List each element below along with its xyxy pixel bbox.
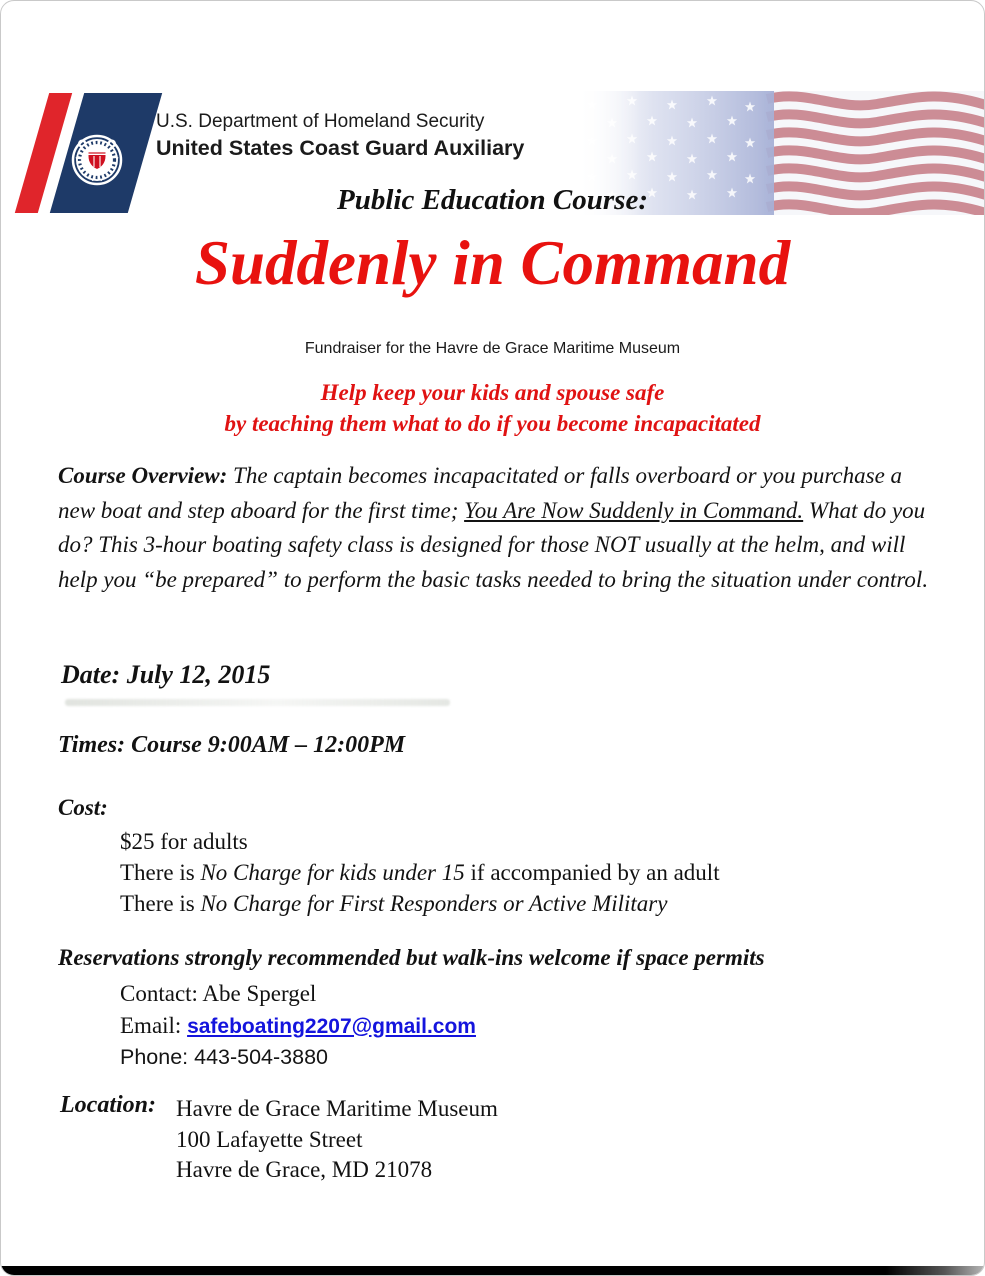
dept-line: U.S. Department of Homeland Security bbox=[156, 111, 485, 132]
email-link[interactable]: safeboating2207@gmail.com bbox=[187, 1014, 476, 1038]
overview-label: Course Overview: bbox=[58, 463, 228, 488]
tagline-line1: Help keep your kids and spouse safe bbox=[320, 380, 665, 405]
email-line bbox=[120, 1010, 476, 1043]
overview-text-before: The captain becomes incapacitated or falls overboard or you purchase a new boat and step aboard for the first time; bbox=[58, 463, 903, 523]
location-line3: Havre de Grace, MD 21078 bbox=[176, 1157, 433, 1182]
location-line2: 100 Lafayette Street bbox=[176, 1126, 363, 1152]
course-type-label: Public Education Course: bbox=[337, 184, 648, 216]
location-line1: Havre de Grace Maritime Museum bbox=[176, 1096, 498, 1121]
date-label: Date: bbox=[61, 660, 121, 689]
scan-edge-artifact bbox=[1, 1266, 984, 1275]
overview-underlined-phrase: You Are Now Suddenly in Command. bbox=[464, 497, 804, 523]
email-label: Email: bbox=[120, 1012, 188, 1038]
org-line: United States Coast Guard Auxiliary bbox=[156, 136, 525, 160]
location-address bbox=[176, 1094, 498, 1186]
times-label: Times: bbox=[58, 732, 126, 758]
safety-tagline bbox=[1, 377, 984, 439]
cost-item bbox=[120, 857, 720, 888]
date-line bbox=[61, 660, 270, 690]
cost-label: Cost: bbox=[58, 795, 108, 820]
course-overview bbox=[58, 459, 940, 597]
agency-header bbox=[156, 111, 524, 161]
reservations-line: Reservations strongly recommended but walk-ins welcome if space permits bbox=[58, 945, 765, 970]
fundraiser-line: Fundraiser for the Havre de Grace Maritime Museum bbox=[304, 340, 681, 357]
cost-item-text: if accompanied by an adult bbox=[464, 860, 720, 885]
contact-block bbox=[120, 978, 476, 1074]
cost-item-text: $25 for adults bbox=[120, 829, 248, 854]
overview-text-after: What do you do? This 3-hour boating safety class is designed for those NOT usually at the helm, and will help you “be prepared” to perform the basic tasks needed to bring the situation under control. bbox=[58, 497, 929, 592]
cost-item bbox=[120, 826, 720, 857]
erased-text-artifact bbox=[65, 699, 450, 706]
location-label: Location: bbox=[60, 1092, 156, 1118]
phone-line: Phone: 443-504-3880 bbox=[120, 1045, 329, 1069]
cost-item-text: There is bbox=[120, 860, 201, 885]
page-title: Suddenly in Command bbox=[194, 228, 791, 298]
cost-item-italic: No Charge for kids under 15 bbox=[200, 860, 465, 885]
date-value: July 12, 2015 bbox=[126, 660, 271, 689]
times-value: Course 9:00AM – 12:00PM bbox=[131, 732, 406, 758]
cost-item bbox=[120, 888, 720, 919]
cost-item-italic: No Charge for First Responders or Active Military bbox=[200, 891, 668, 916]
cost-item-text: There is bbox=[120, 891, 201, 916]
contact-line: Contact: Abe Spergel bbox=[120, 981, 317, 1006]
tagline-line2: by teaching them what to do if you become incapacitated bbox=[224, 411, 761, 436]
times-line bbox=[58, 732, 405, 759]
cost-items bbox=[120, 826, 720, 919]
